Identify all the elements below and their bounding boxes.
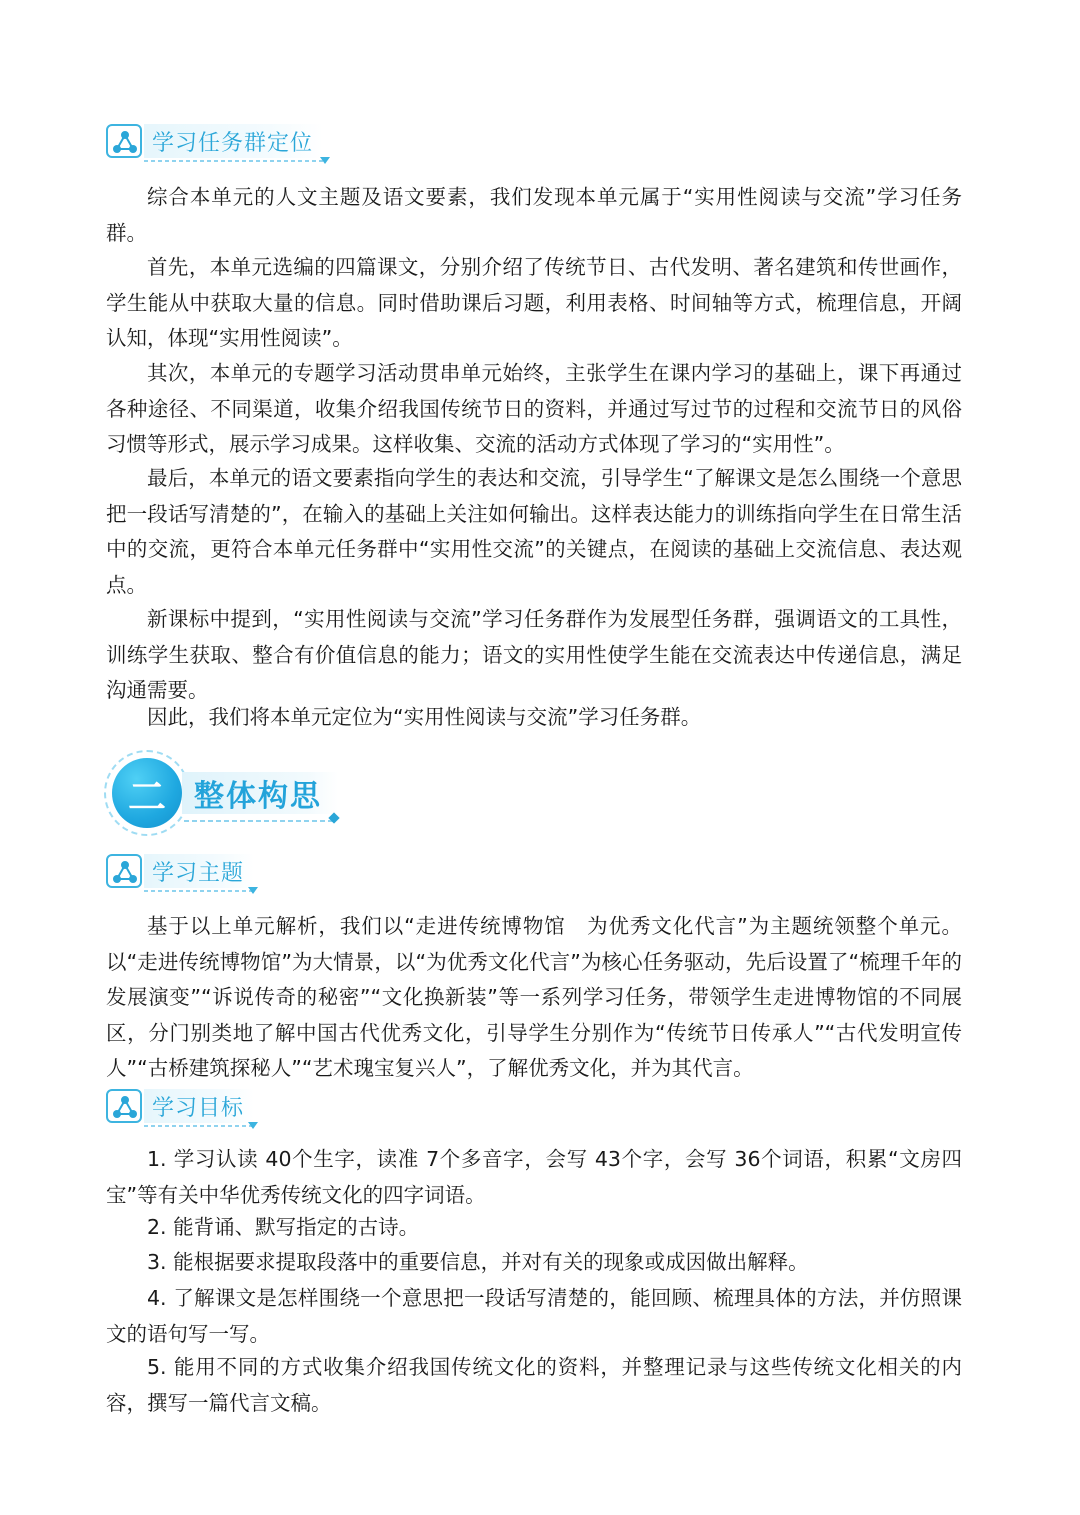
overall-title: 整体构思 (194, 779, 322, 814)
paragraph-task-group-2: 首先，本单元选编的四篇课文，分别介绍了传统节日、古代发明、著名建筑和传世画作，学生能从中获取大量的信息。同时借助课后习题，利用表格、时间轴等方式，梳理信息，开阔认知，体现“实用性阅读”。 (106, 255, 962, 350)
heading-underline (144, 160, 324, 162)
overall-title-underline (184, 820, 334, 822)
number-circle (112, 758, 182, 828)
goal-item-2: 2. 能背诵、默写指定的古诗。 (147, 1215, 420, 1239)
section-number: 二 (127, 774, 166, 819)
section-heading-label-box (144, 854, 254, 888)
network-nodes-icon (106, 124, 142, 158)
section-heading-overall (104, 748, 344, 838)
goal-item-3: 3. 能根据要求提取段落中的重要信息，并对有关的现象或成因做出解释。 (147, 1250, 809, 1274)
paragraph-task-group-4: 最后，本单元的语文要素指向学生的表达和交流，引导学生“了解课文是怎么围绕一个意思把一段话写清楚的”，在输入的基础上关注如何输出。这样表达能力的训练指向学生在日常生活中的交流，更符合本单元任务群中“实用性交流”的关键点，在阅读的基础上交流信息、表达观点。 (106, 466, 962, 597)
heading-underline (144, 890, 254, 892)
paragraph-task-group-3: 其次，本单元的专题学习活动贯串单元始终，主张学生在课内学习的基础上，课下再通过各种途径、不同渠道，收集介绍我国传统节日的资料，并通过写过节的过程和交流节日的风俗习惯等形式，展示学习成果。这样收集、交流的活动方式体现了学习的“实用性”。 (106, 361, 962, 456)
goal-item-1: 1. 学习认读 40个生字，读准 7个多音字，会写 43个字，会写 36个词语，积累“文房四宝”等有关中华优秀传统文化的四字词语。 (106, 1147, 962, 1207)
goal-item-4: 4. 了解课文是怎样围绕一个意思把一段话写清楚的，能回顾、梳理具体的方法，并仿照课文的语句写一写。 (106, 1286, 962, 1346)
heading-tick (320, 157, 330, 164)
heading-tick (248, 887, 258, 894)
section-heading-task-group (106, 122, 336, 162)
section-heading-text: 学习任务群定位 (152, 130, 314, 156)
overall-title-bar (182, 772, 338, 814)
paragraph-task-group-1: 综合本单元的人文主题及语文要素，我们发现本单元属于“实用性阅读与交流”学习任务群。 (106, 185, 962, 245)
section-heading-text: 学习主题 (152, 860, 245, 886)
network-nodes-icon (106, 1089, 142, 1123)
network-nodes-icon (106, 854, 142, 888)
section-heading-text: 学习目标 (152, 1095, 245, 1121)
section-heading-theme (106, 852, 336, 892)
section-heading-goals (106, 1087, 336, 1127)
goal-item-5: 5. 能用不同的方式收集介绍我国传统文化的资料，并整理记录与这些传统文化相关的内容，撰写一篇代言文稿。 (106, 1355, 962, 1415)
paragraph-theme: 基于以上单元解析，我们以“走进传统博物馆 为优秀文化代言”为主题统领整个单元。以“走进传统博物馆”为大情景，以“为优秀文化代言”为核心任务驱动，先后设置了“梳理千年的发展演变”“诉说传奇的秘密”“文化换新装”等一系列学习任务，带领学生走进博物馆的不同展区，分门别类地了解中国古代优秀文化，引导学生分别作为“传统节日传承人”“古代发明宣传人”“古桥建筑探秘人”“艺术瑰宝复兴人”，了解优秀文化，并为其代言。 (106, 914, 962, 1080)
heading-tick (248, 1122, 258, 1129)
section-heading-label-box (144, 124, 323, 158)
paragraph-task-group-5: 新课标中提到，“实用性阅读与交流”学习任务群作为发展型任务群，强调语文的工具性，训练学生获取、整合有价值信息的能力；语文的实用性使学生能在交流表达中传递信息，满足沟通需要。 (106, 607, 962, 702)
heading-underline (144, 1125, 254, 1127)
section-heading-label-box (144, 1089, 254, 1123)
paragraph-task-group-6: 因此，我们将本单元定位为“实用性阅读与交流”学习任务群。 (147, 705, 702, 729)
